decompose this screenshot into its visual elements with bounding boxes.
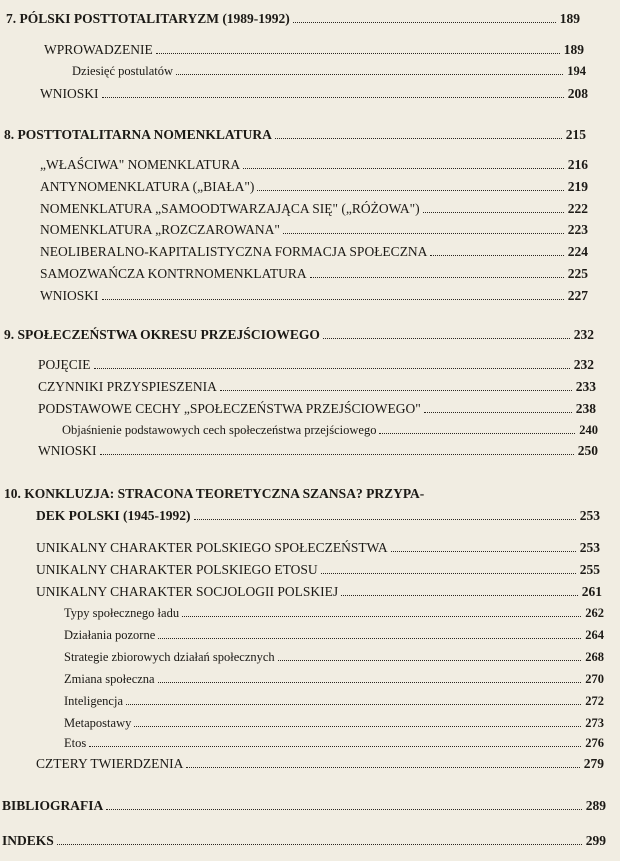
dot-leader xyxy=(283,233,564,234)
toc-title: UNIKALNY CHARAKTER POLSKIEGO SPOŁECZEŃSTWA xyxy=(36,540,388,555)
toc-page-number: 270 xyxy=(585,672,604,686)
toc-title: UNIKALNY CHARAKTER POLSKIEGO ETOSU xyxy=(36,562,318,577)
dot-leader xyxy=(126,704,581,705)
toc-section xyxy=(38,401,596,417)
toc-page-number: 279 xyxy=(583,756,604,771)
toc-title: POJĘCIE xyxy=(38,357,91,372)
toc-page-number: 224 xyxy=(567,244,588,259)
toc-page-number: 289 xyxy=(585,798,606,813)
dot-leader xyxy=(423,212,564,213)
dot-leader xyxy=(424,412,572,413)
toc-page-number: 238 xyxy=(575,401,596,416)
toc-section xyxy=(36,584,602,600)
toc-section xyxy=(40,222,588,238)
toc-title: WNIOSKI xyxy=(40,288,99,303)
toc-page-number: 194 xyxy=(567,64,586,78)
toc-title: NEOLIBERALNO-KAPITALISTYCZNA FORMACJA SPOŁECZNA xyxy=(40,244,428,259)
toc-title: 7. PÓLSKI POSTTOTALITARYZM (1989-1992) xyxy=(6,11,290,26)
dot-leader xyxy=(94,368,570,369)
toc-page-number: 240 xyxy=(579,423,598,437)
toc-section xyxy=(40,179,588,195)
toc-title: 9. SPOŁECZEŃSTWA OKRESU PRZEJŚCIOWEGO xyxy=(4,327,320,342)
toc-index xyxy=(2,833,606,849)
toc-section xyxy=(36,540,600,556)
toc-section xyxy=(40,157,588,173)
dot-leader xyxy=(379,433,575,434)
dot-leader xyxy=(323,338,570,339)
dot-leader xyxy=(100,454,574,455)
toc-title: CZTERY TWIERDZENIA xyxy=(36,756,184,771)
toc-title: Zmiana społeczna xyxy=(64,672,155,686)
toc-page-number: 262 xyxy=(585,606,604,620)
toc-bibliography xyxy=(2,798,606,814)
toc-title: „WŁAŚCIWA" NOMENKLATURA xyxy=(40,157,241,172)
toc-page-number: 261 xyxy=(581,584,602,599)
dot-leader xyxy=(310,277,564,278)
dot-leader xyxy=(430,255,563,256)
toc-title: Inteligencja xyxy=(64,694,123,708)
dot-leader xyxy=(243,168,564,169)
dot-leader xyxy=(257,190,563,191)
toc-page-number: 273 xyxy=(585,716,604,730)
dot-leader xyxy=(89,746,581,747)
toc-section xyxy=(40,244,588,260)
dot-leader xyxy=(186,767,579,768)
toc-page-number: 250 xyxy=(577,443,598,458)
toc-title: Metapostawy xyxy=(64,716,132,730)
toc-section xyxy=(40,288,588,304)
toc-page-number: 225 xyxy=(567,266,588,281)
toc-subsection xyxy=(72,64,586,79)
toc-title: ANTYNOMENKLATURA („BIAŁA") xyxy=(40,179,255,194)
toc-title: INDEKS xyxy=(2,833,54,848)
toc-page-number: 253 xyxy=(579,508,600,523)
toc-section xyxy=(40,266,588,282)
toc-page-number: 232 xyxy=(573,327,594,342)
toc-section xyxy=(36,756,604,772)
toc-section xyxy=(40,86,588,102)
toc-title: Strategie zbiorowych działań społecznych xyxy=(64,650,275,664)
toc-subsection xyxy=(64,650,604,665)
toc-title: WPROWADZENIE xyxy=(44,42,153,57)
dot-leader xyxy=(275,138,562,139)
dot-leader xyxy=(102,97,564,98)
toc-subsection xyxy=(64,628,604,643)
dot-leader xyxy=(176,74,563,75)
toc-title: DEK POLSKI (1945-1992) xyxy=(36,508,191,523)
toc-title: NOMENKLATURA „ROZCZAROWANA" xyxy=(40,222,280,237)
dot-leader xyxy=(102,299,564,300)
toc-subsection xyxy=(64,694,604,709)
toc-section xyxy=(38,357,594,373)
toc-chapter-9 xyxy=(4,327,594,343)
dot-leader xyxy=(158,638,581,639)
toc-section xyxy=(36,562,600,578)
toc-title: Typy społecznego ładu xyxy=(64,606,180,620)
toc-page-number: 208 xyxy=(567,86,588,101)
toc-page-number: 272 xyxy=(585,694,604,708)
toc-title: 8. POSTTOTALITARNA NOMENKLATURA xyxy=(4,127,272,142)
toc-subsection xyxy=(64,672,604,687)
toc-title: UNIKALNY CHARAKTER SOCJOLOGII POLSKIEJ xyxy=(36,584,339,599)
toc-section xyxy=(40,201,588,217)
toc-section xyxy=(44,42,584,58)
toc-page-number: 216 xyxy=(567,157,588,172)
toc-title: Etos xyxy=(64,736,87,750)
toc-page-number: 222 xyxy=(567,201,588,216)
toc-subsection xyxy=(64,716,604,731)
toc-page-number: 189 xyxy=(563,42,584,57)
dot-leader xyxy=(293,22,556,23)
dot-leader xyxy=(321,573,576,574)
toc-page-number: 299 xyxy=(585,833,606,848)
toc-subsection xyxy=(64,736,604,751)
toc-title: NOMENKLATURA „SAMOODTWARZAJĄCA SIĘ" („RÓŻOWA") xyxy=(40,201,420,216)
toc-page-number: 255 xyxy=(579,562,600,577)
toc-title: Objaśnienie podstawowych cech społeczeństwa przejściowego xyxy=(62,423,377,437)
toc-chapter-7 xyxy=(6,11,580,27)
toc-page-number: 253 xyxy=(579,540,600,555)
toc-page-number: 232 xyxy=(573,357,594,372)
dot-leader xyxy=(341,595,578,596)
toc-page-number: 264 xyxy=(585,628,604,642)
toc-section xyxy=(38,379,596,395)
toc-section xyxy=(38,443,598,459)
toc-title: PODSTAWOWE CECHY „SPOŁECZEŃSTWA PRZEJŚCIOWEGO" xyxy=(38,401,421,416)
dot-leader xyxy=(156,53,560,54)
toc-chapter-10 xyxy=(36,508,600,524)
toc-page-number: 223 xyxy=(567,222,588,237)
dot-leader xyxy=(106,809,581,810)
toc-page-number: 233 xyxy=(575,379,596,394)
toc-title: WNIOSKI xyxy=(40,86,99,101)
toc-subsection xyxy=(64,606,604,621)
toc-page-number: 219 xyxy=(567,179,588,194)
dot-leader xyxy=(278,660,582,661)
toc-chapter-10-line-1: 10. KONKLUZJA: STRACONA TEORETYCZNA SZANSA? PRZYPA- xyxy=(4,486,425,501)
toc-page-number: 268 xyxy=(585,650,604,664)
toc-title: SAMOZWAŃCZA KONTRNOMENKLATURA xyxy=(40,266,307,281)
toc-page-number: 227 xyxy=(567,288,588,303)
dot-leader xyxy=(158,682,582,683)
dot-leader xyxy=(57,844,582,845)
dot-leader xyxy=(194,519,576,520)
toc-page-number: 189 xyxy=(559,11,580,26)
toc-chapter-8 xyxy=(4,127,586,143)
dot-leader xyxy=(182,616,581,617)
dot-leader xyxy=(391,551,576,552)
toc-title: BIBLIOGRAFIA xyxy=(2,798,104,813)
toc-title: Działania pozorne xyxy=(64,628,156,642)
dot-leader xyxy=(220,390,572,391)
toc-title: WNIOSKI xyxy=(38,443,97,458)
toc-subsection xyxy=(62,423,598,438)
toc-title: Dziesięć postulatów xyxy=(72,64,174,78)
toc-title: CZYNNIKI PRZYSPIESZENIA xyxy=(38,379,217,394)
dot-leader xyxy=(134,726,581,727)
toc-page-number: 276 xyxy=(585,736,604,750)
toc-page-number: 215 xyxy=(565,127,586,142)
